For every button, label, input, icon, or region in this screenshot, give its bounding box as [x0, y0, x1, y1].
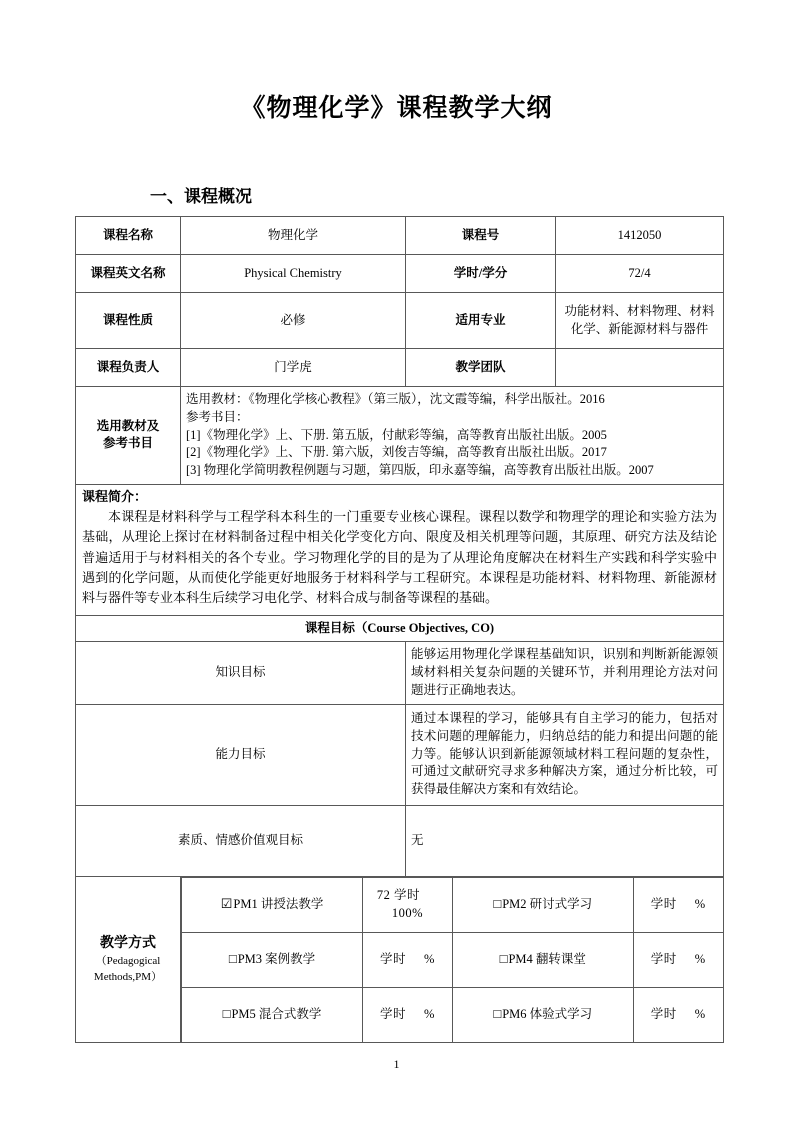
- pm1-hours: 72 学时: [376, 887, 420, 902]
- checkbox-checked-icon[interactable]: ☑: [220, 896, 233, 912]
- pm1-percent: 100%: [391, 905, 423, 920]
- label-teaching-team: 教学团队: [406, 349, 556, 387]
- label-course-leader: 课程负责人: [76, 349, 181, 387]
- table-row: [76, 217, 724, 255]
- value-attitude-objective: 无: [406, 805, 724, 876]
- checkbox-unchecked-icon[interactable]: □: [228, 951, 237, 967]
- textbook-line: 参考书目：: [186, 409, 249, 424]
- pedagogy-label-en-2: Methods,PM）: [93, 971, 163, 984]
- pm5-value: [363, 987, 453, 1042]
- table-row-intro: [76, 484, 724, 615]
- pm3-value: [363, 932, 453, 987]
- table-row: [76, 255, 724, 293]
- label-textbooks: [76, 387, 181, 485]
- checkbox-unchecked-icon[interactable]: □: [493, 896, 502, 912]
- section-heading-overview: 一、课程概况: [150, 187, 252, 206]
- label-english-name: 课程英文名称: [76, 255, 181, 293]
- textbook-line: [3] 物理化学简明教程例题与习题，第四版，印永嘉等编，高等教育出版社出版。2007: [186, 463, 654, 477]
- label-pedagogical-methods: [76, 876, 181, 1043]
- label-textbooks-line2: 参考书目: [102, 436, 153, 451]
- value-ability-objective: 通过本课程的学习，能够具有自主学习的能力，包括对技术问题的理解能力，归纳总结的能力和提出问题的能力等。能够认识到新能源领域材料工程问题的复杂性，可通过文献研究寻求多种解决方案，通过分析比较，可获得最佳解决方案和有效结论。: [406, 704, 724, 805]
- textbook-line: [2]《物理化学》上、下册. 第六版，刘俊吉等编，高等教育出版社出版。2017: [186, 445, 607, 460]
- page-number: 1: [393, 1057, 400, 1071]
- table-row: [182, 987, 724, 1042]
- pm5-label: PM5 混合式教学: [231, 1007, 322, 1022]
- pm4-label: PM4 翻转课堂: [508, 952, 586, 967]
- label-course-name: 课程名称: [76, 217, 181, 255]
- pm1-value: [363, 877, 453, 932]
- pm6-label: PM6 体验式学习: [502, 1007, 593, 1022]
- label-course-type: 课程性质: [76, 293, 181, 349]
- table-row: [182, 877, 724, 932]
- value-applicable-majors: 功能材料、材料物理、材料化学、新能源材料与器件: [556, 293, 724, 349]
- label-ability-objective: 能力目标: [76, 704, 406, 805]
- pedagogy-label-en-1: （Pedagogical: [95, 955, 161, 968]
- table-row-objective: [76, 805, 724, 876]
- pm2-percent: %: [694, 896, 706, 911]
- course-overview-table: [75, 216, 724, 1043]
- intro-heading: 课程简介：: [82, 488, 148, 504]
- pm2-cell[interactable]: [452, 877, 633, 932]
- value-course-leader: 门学虎: [181, 349, 406, 387]
- table-row-objectives-header: [76, 615, 724, 642]
- label-course-code: 课程号: [406, 217, 556, 255]
- label-applicable-majors: 适用专业: [406, 293, 556, 349]
- checkbox-unchecked-icon[interactable]: □: [493, 1006, 502, 1022]
- label-hours-credits: 学时/学分: [406, 255, 556, 293]
- pm4-value: [633, 932, 723, 987]
- pm5-cell[interactable]: [182, 987, 363, 1042]
- page-title: 《物理化学》课程教学大纲: [240, 95, 553, 122]
- pm5-percent: %: [423, 1006, 435, 1021]
- value-course-code: 1412050: [556, 217, 724, 255]
- value-course-type: 必修: [181, 293, 406, 349]
- pm6-value: [633, 987, 723, 1042]
- table-row-objective: [76, 704, 724, 805]
- table-row-objective: [76, 642, 724, 704]
- pm6-hours: 学时: [650, 1006, 677, 1021]
- objectives-header: 课程目标（Course Objectives, CO): [76, 615, 724, 642]
- pedagogical-methods-container: [181, 876, 724, 1043]
- textbook-line: [1]《物理化学》上、下册. 第五版，付献彩等编，高等教育出版社出版。2005: [186, 427, 607, 442]
- pm5-hours: 学时: [379, 1006, 406, 1021]
- pm2-value: [633, 877, 723, 932]
- label-attitude-objective: 素质、情感价值观目标: [76, 805, 406, 876]
- pm4-hours: 学时: [650, 951, 677, 966]
- table-row: [76, 293, 724, 349]
- pedagogical-methods-table: [181, 877, 724, 1043]
- checkbox-unchecked-icon[interactable]: □: [499, 951, 508, 967]
- table-row: [76, 349, 724, 387]
- pm3-cell[interactable]: [182, 932, 363, 987]
- pm4-percent: %: [694, 951, 706, 966]
- intro-body: 本课程是材料科学与工程学科本科生的一门重要专业核心课程。课程以数学和物理学的理论和实验方法为基础，从理论上探讨在材料制备过程中相关化学变化方向、限度及相关机理等问题，其原理、研究方法及结论普遍适用于与材料相关的各个专业。学习物理化学的目的是为了从理论角度解决在材料生产实践和科学实验中遇到的化学问题，从而使化学能更好地服务于材料科学与工程研究。本课程是功能材料、材料物理、新能源材料与器件等专业本科生后续学习电化学、材料合成与制备等课程的基础。: [82, 509, 717, 606]
- value-english-name: Physical Chemistry: [181, 255, 406, 293]
- value-course-name: 物理化学: [181, 217, 406, 255]
- table-row: [182, 932, 724, 987]
- course-introduction: [76, 484, 724, 615]
- table-row-textbooks: [76, 387, 724, 485]
- pm3-percent: %: [423, 951, 435, 966]
- pm6-cell[interactable]: [452, 987, 633, 1042]
- value-knowledge-objective: 能够运用物理化学课程基础知识，识别和判断新能源领域材料相关复杂问题的关键环节，并利用理论方法对问题进行正确地表达。: [406, 642, 724, 704]
- textbook-line: 选用教材：《物理化学核心教程》（第三版），沈文霞等编，科学出版社。2016: [186, 392, 605, 406]
- label-textbooks-line1: 选用教材及: [96, 418, 160, 433]
- pm1-cell[interactable]: [182, 877, 363, 932]
- pm3-hours: 学时: [379, 951, 406, 966]
- pedagogy-label-cn: 教学方式: [100, 935, 156, 951]
- pm2-label: PM2 研讨式学习: [502, 897, 593, 912]
- checkbox-unchecked-icon[interactable]: □: [222, 1006, 231, 1022]
- pm2-hours: 学时: [650, 896, 677, 911]
- pm6-percent: %: [694, 1006, 706, 1021]
- pm3-label: PM3 案例教学: [237, 952, 316, 967]
- value-textbooks: [181, 387, 724, 485]
- table-row-pedagogy: [76, 876, 724, 1043]
- value-hours-credits: 72/4: [556, 255, 724, 293]
- value-teaching-team: [556, 349, 724, 387]
- pm4-cell[interactable]: [452, 932, 633, 987]
- pm1-label: PM1 讲授法教学: [233, 897, 324, 912]
- label-knowledge-objective: 知识目标: [76, 642, 406, 704]
